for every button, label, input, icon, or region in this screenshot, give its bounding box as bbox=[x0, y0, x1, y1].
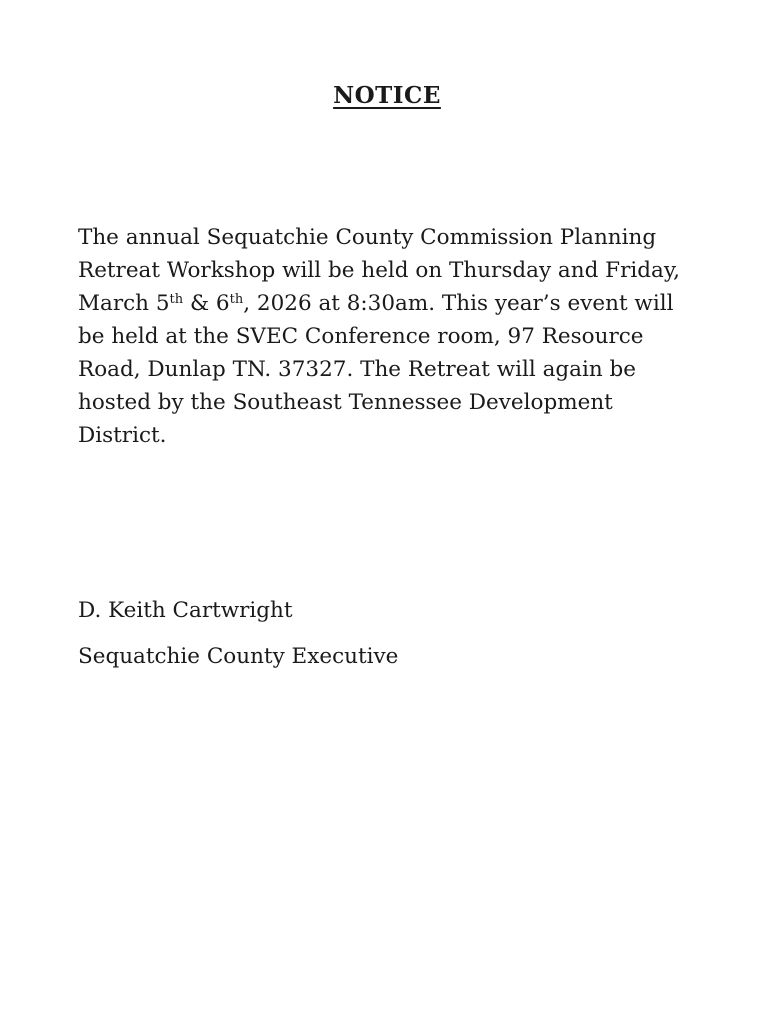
body-line-4: be held at the SVEC Conference room, 97 Resource bbox=[78, 324, 644, 349]
signatory-name: D. Keith Cartwright bbox=[78, 598, 293, 623]
ordinal-suffix-5th: th bbox=[169, 292, 184, 307]
body-line-2: Retreat Workshop will be held on Thursday and Friday, bbox=[78, 258, 680, 283]
date-time-text: , 2026 at 8:30am. This year’s event will bbox=[243, 291, 674, 316]
body-line-7: District. bbox=[78, 423, 167, 448]
body-line-6: hosted by the Southeast Tennessee Development bbox=[78, 390, 613, 415]
signatory-title: Sequatchie County Executive bbox=[78, 644, 399, 669]
notice-title: NOTICE bbox=[333, 82, 441, 109]
date-march-5: March 5 bbox=[78, 291, 170, 316]
body-line-5: Road, Dunlap TN. 37327. The Retreat will again be bbox=[78, 357, 637, 382]
body-line-1: The annual Sequatchie County Commission Planning bbox=[78, 225, 657, 250]
ordinal-suffix-6th: th bbox=[229, 292, 244, 307]
notice-body bbox=[78, 221, 718, 452]
date-6: & 6 bbox=[183, 291, 230, 316]
body-line-3 bbox=[78, 287, 718, 320]
